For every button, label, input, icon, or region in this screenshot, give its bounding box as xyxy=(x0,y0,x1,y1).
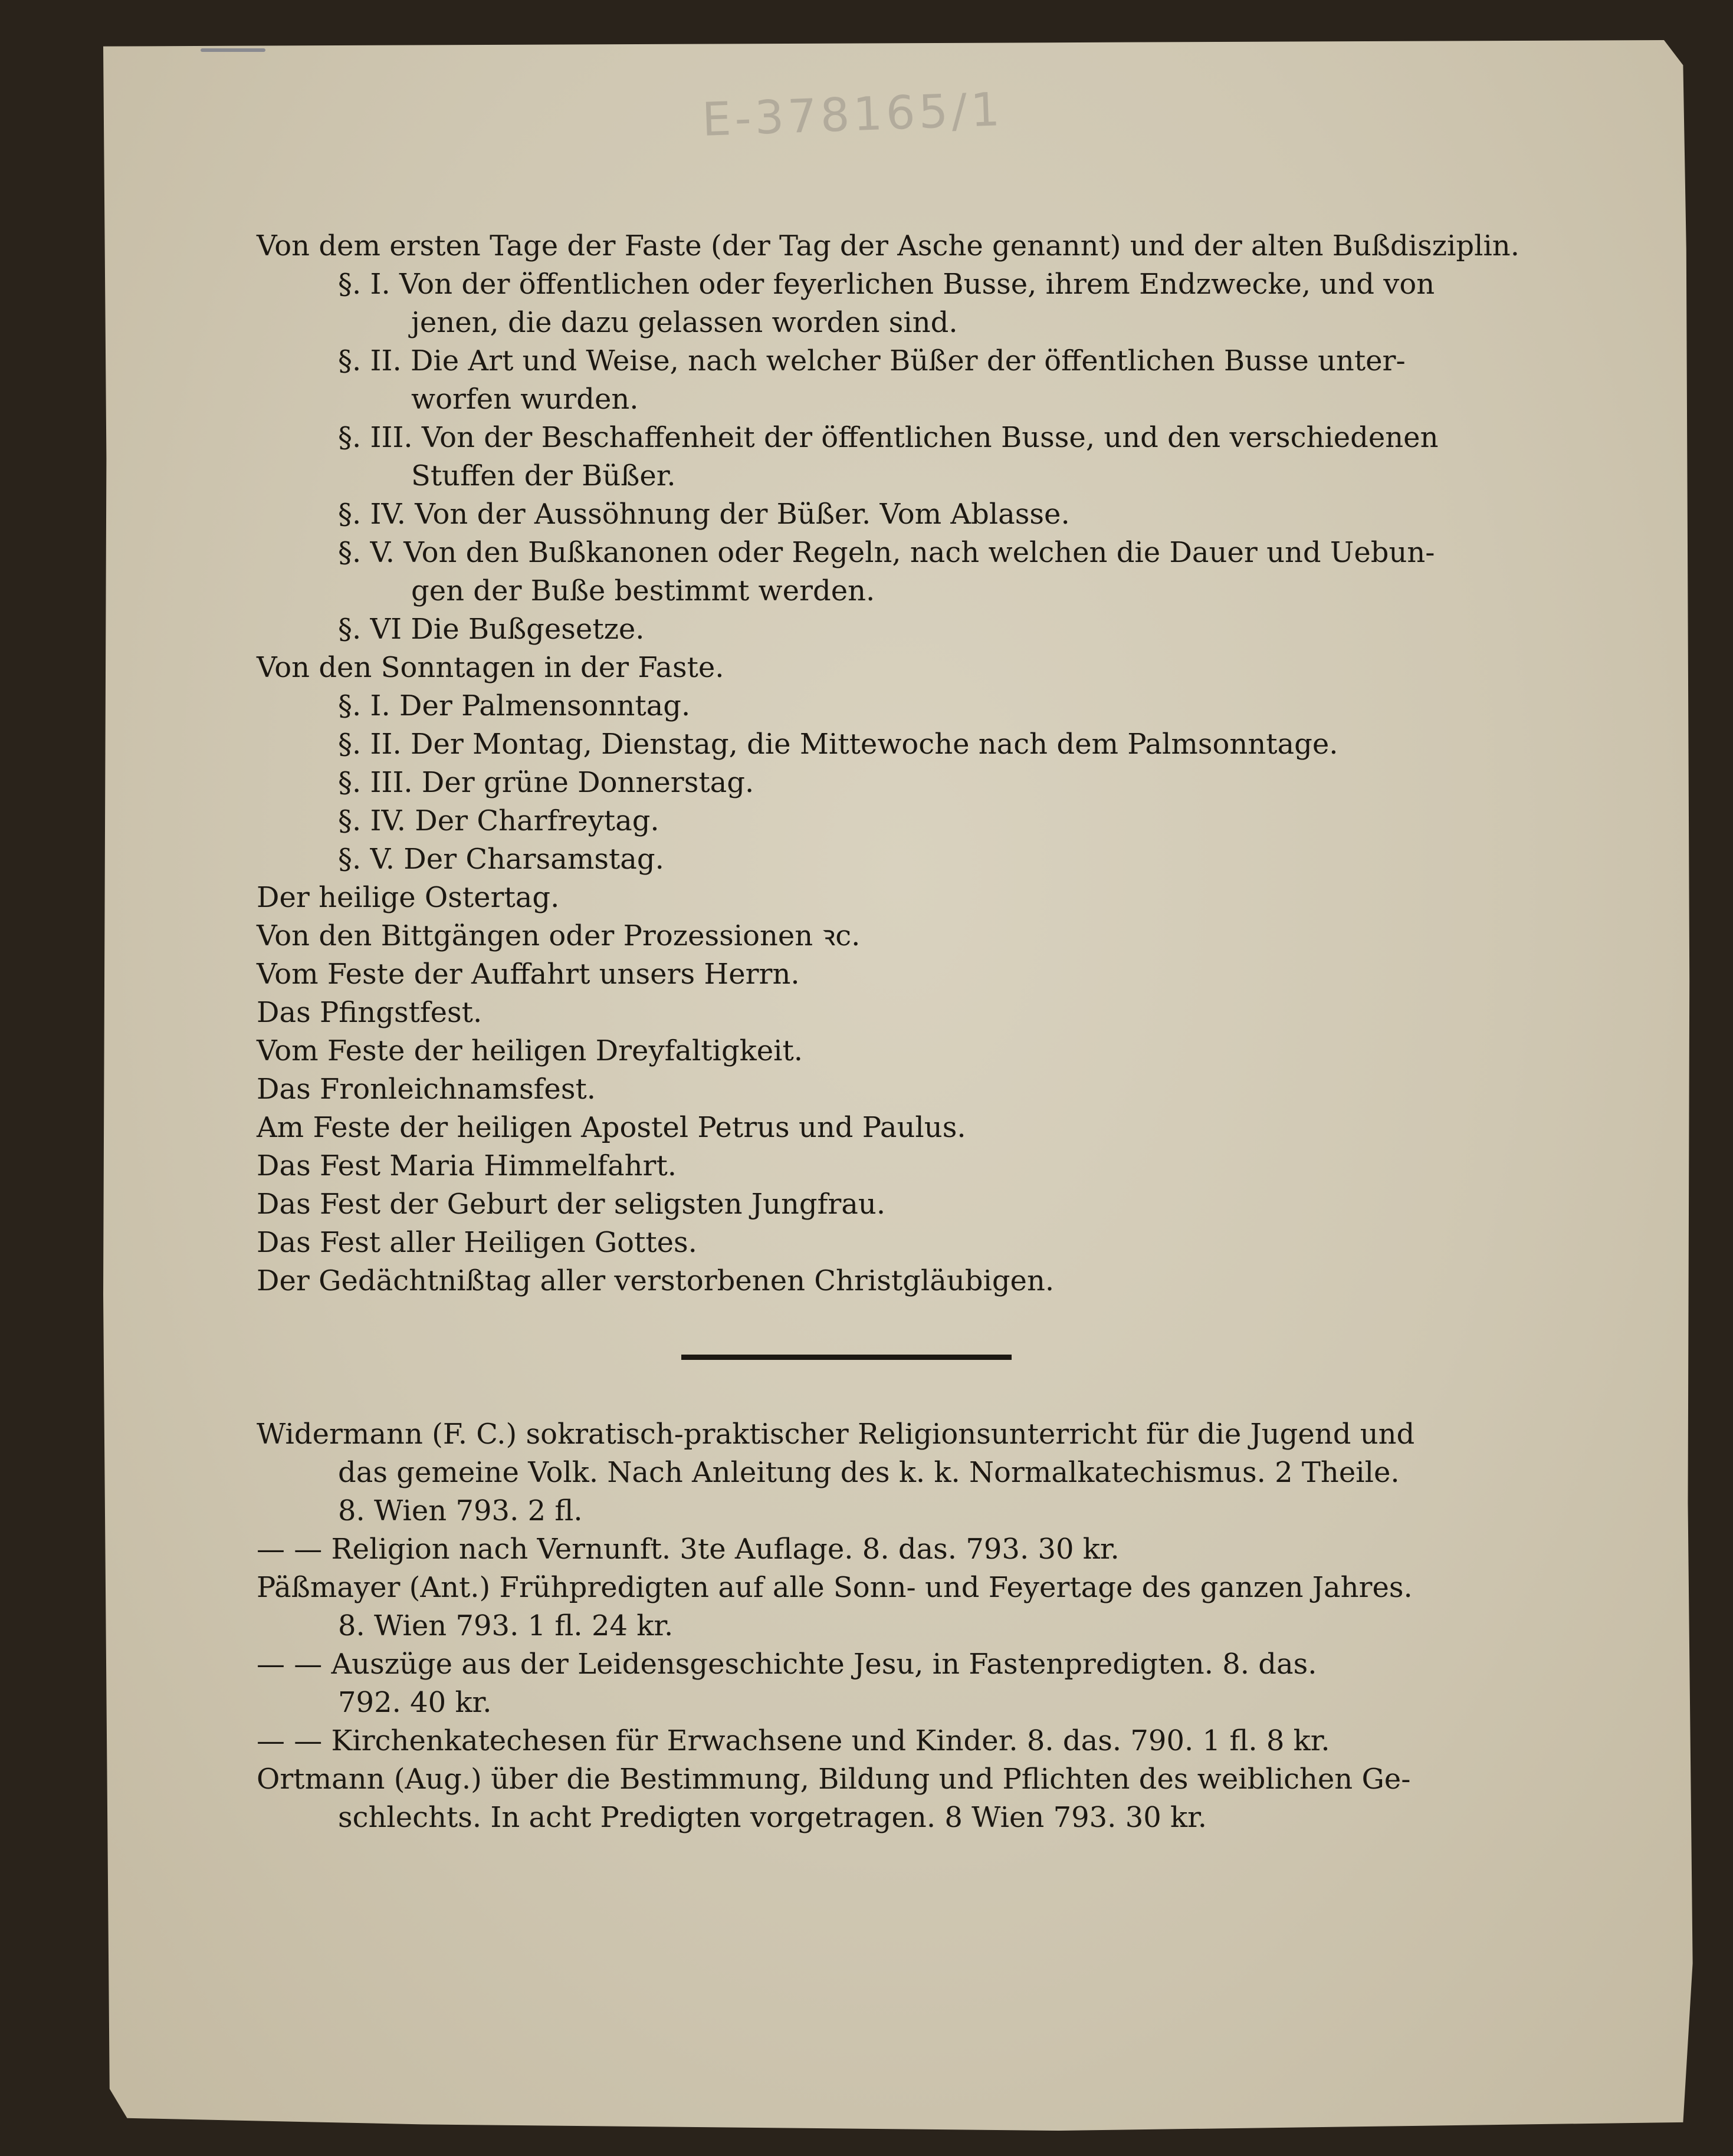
book-entry-line: 792. 40 kr. xyxy=(338,1686,492,1719)
contents-line: §. II. Der Montag, Dienstag, die Mittewoche nach dem Palmsonntage. xyxy=(338,728,1338,761)
contents-line: Stuffen der Büßer. xyxy=(411,459,676,492)
book-entry-line: schlechts. In acht Predigten vorgetragen. 8 Wien 793. 30 kr. xyxy=(338,1801,1207,1834)
table-of-contents xyxy=(257,227,1519,1300)
contents-line: Das Pfingstfest. xyxy=(257,996,483,1029)
contents-line: Vom Feste der heiligen Dreyfaltigkeit. xyxy=(257,1034,803,1067)
contents-line: §. IV. Der Charfreytag. xyxy=(338,804,659,837)
contents-line: Am Feste der heiligen Apostel Petrus und Paulus. xyxy=(257,1111,966,1144)
book-entry-line: 8. Wien 793. 2 fl. xyxy=(338,1494,583,1527)
contents-line: Der Gedächtnißtag aller verstorbenen Christgläubigen. xyxy=(257,1264,1055,1297)
contents-line: §. I. Der Palmensonntag. xyxy=(338,689,691,722)
book-entry-line: Päßmayer (Ant.) Frühpredigten auf alle Sonn- und Feyertage des ganzen Jahres. xyxy=(257,1571,1413,1604)
contents-line: worfen wurden. xyxy=(411,383,639,416)
contents-line: Das Fest der Geburt der seligsten Jungfrau. xyxy=(257,1188,886,1221)
contents-line: §. III. Von der Beschaffenheit der öffentlichen Busse, und den verschiedenen xyxy=(338,421,1439,454)
contents-line: Von den Sonntagen in der Faste. xyxy=(257,651,724,684)
book-entry-line: — — Religion nach Vernunft. 3te Auflage. 8. das. 793. 30 kr. xyxy=(257,1533,1120,1566)
contents-line: §. II. Die Art und Weise, nach welcher Büßer der öffentlichen Busse unter- xyxy=(338,344,1406,377)
contents-line: §. V. Der Charsamstag. xyxy=(338,843,664,876)
contents-line: §. V. Von den Bußkanonen oder Regeln, nach welchen die Dauer und Uebun- xyxy=(338,536,1435,569)
contents-line: Das Fest Maria Himmelfahrt. xyxy=(257,1149,677,1182)
contents-line: §. I. Von der öffentlichen oder feyerlichen Busse, ihrem Endzwecke, und von xyxy=(338,268,1435,301)
book-entry-line: — — Kirchenkatechesen für Erwachsene und Kinder. 8. das. 790. 1 fl. 8 kr. xyxy=(257,1724,1330,1757)
contents-line: gen der Buße bestimmt werden. xyxy=(411,574,875,607)
contents-line: Das Fest aller Heiligen Gottes. xyxy=(257,1226,697,1259)
contents-line: §. IV. Von der Aussöhnung der Büßer. Vom Ablasse. xyxy=(338,498,1070,531)
book-entry-line: 8. Wien 793. 1 fl. 24 kr. xyxy=(338,1609,674,1642)
book-entry-line: Widermann (F. C.) sokratisch-praktischer Religionsunterricht für die Jugend und xyxy=(257,1418,1415,1451)
contents-line: §. VI Die Bußgesetze. xyxy=(338,613,645,646)
contents-line: Vom Feste der Auffahrt unsers Herrn. xyxy=(257,958,800,991)
contents-line: Von dem ersten Tage der Faste (der Tag der Asche genannt) und der alten Bußdisziplin. xyxy=(257,229,1519,262)
contents-line: jenen, die dazu gelassen worden sind. xyxy=(411,306,958,339)
pen-mark xyxy=(201,48,265,52)
contents-line: Das Fronleichnamsfest. xyxy=(257,1073,596,1106)
archive-shelf-mark: E-378165/1 xyxy=(701,83,1005,147)
section-divider xyxy=(681,1355,1012,1360)
contents-line: Der heilige Ostertag. xyxy=(257,881,560,914)
contents-line: §. III. Der grüne Donnerstag. xyxy=(338,766,754,799)
book-entry-line: — — Auszüge aus der Leidensgeschichte Jesu, in Fastenpredigten. 8. das. xyxy=(257,1648,1317,1681)
book-entry-line: Ortmann (Aug.) über die Bestimmung, Bildung und Pflichten des weiblichen Ge- xyxy=(257,1763,1411,1796)
book-advertisements xyxy=(257,1415,1436,1837)
contents-line: Von den Bittgängen oder Prozessionen ꝛc. xyxy=(257,919,861,952)
book-entry-line: das gemeine Volk. Nach Anleitung des k. k. Normalkatechismus. 2 Theile. xyxy=(338,1456,1400,1489)
